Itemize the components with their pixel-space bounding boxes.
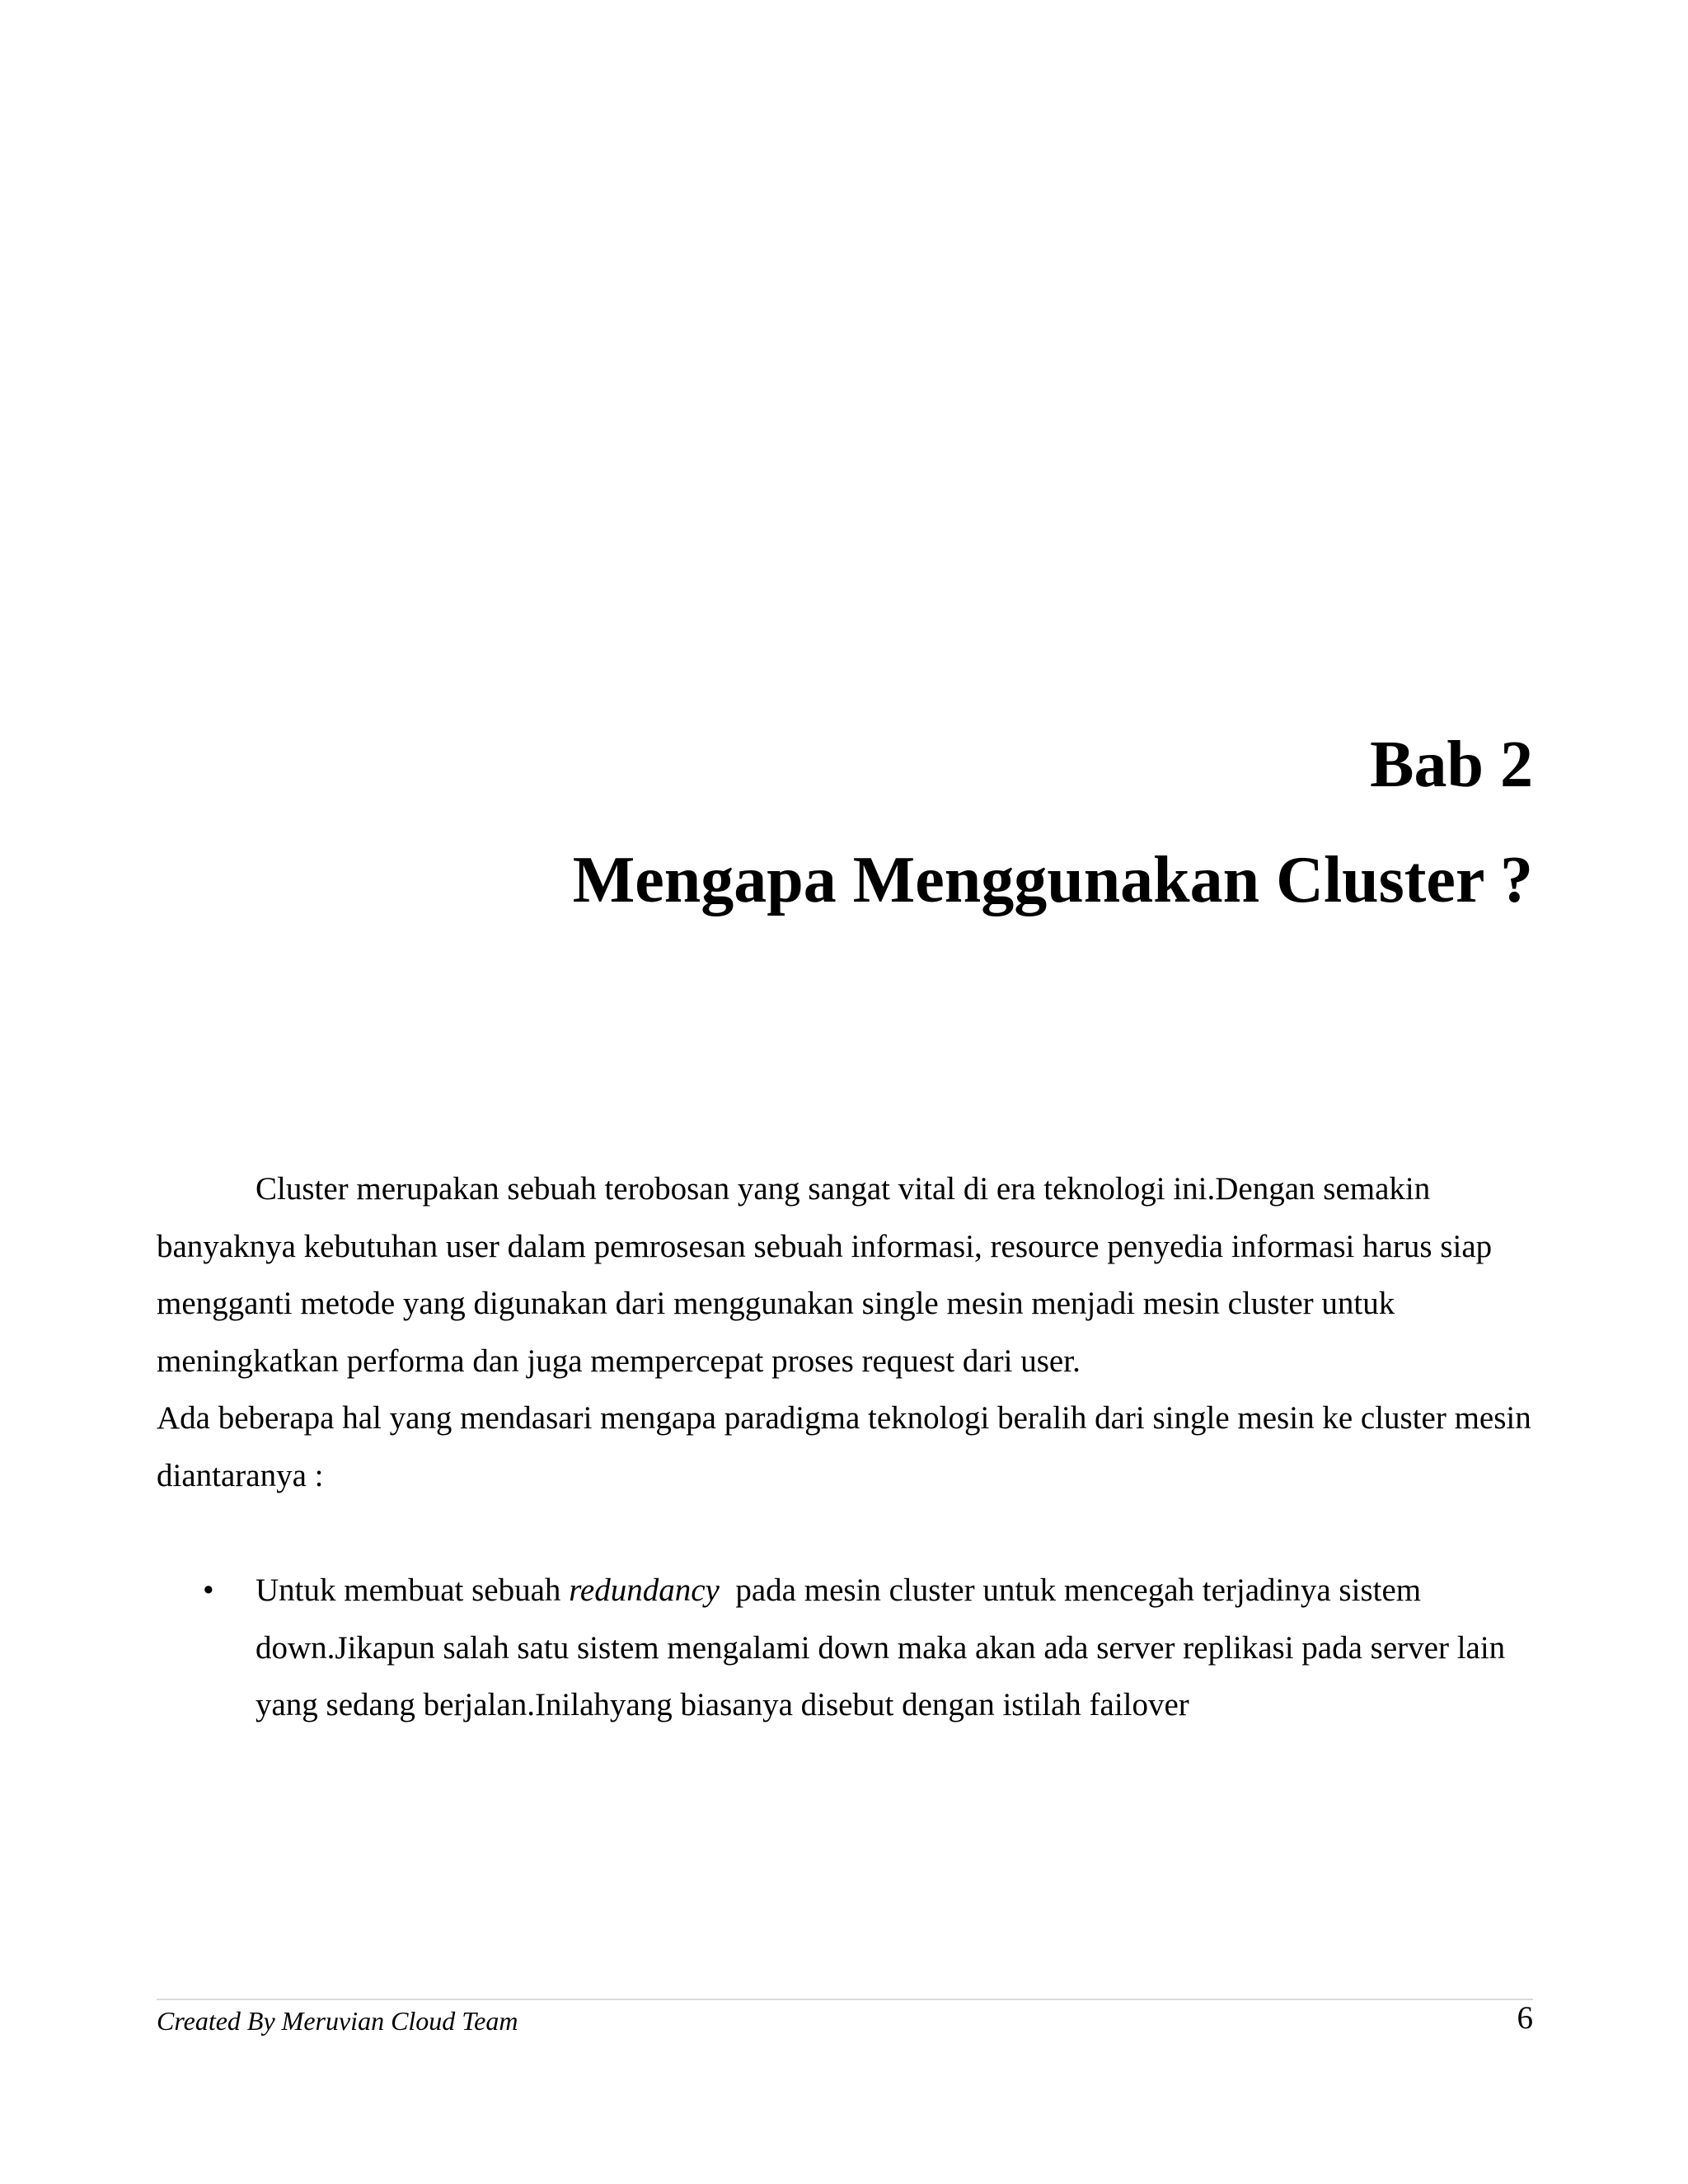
list-item-text-end: pada mesin cluster untuk mencegah terjadinya sistem down.Jikapun salah satu sistem mengalami down maka akan ada server replikasi pada server lain yang sedang berjalan.Inilahyang biasanya disebut dengan istilah failover: [256, 1572, 1513, 1722]
list-item: [157, 1562, 1541, 1734]
chapter-number: Bab 2: [1370, 729, 1533, 801]
list-item-emphasis: redundancy: [569, 1572, 720, 1608]
bullet-icon: •: [203, 1572, 214, 1608]
page-number: 6: [1517, 2000, 1533, 2036]
intro-paragraph-text: Cluster merupakan sebuah terobosan yang sangat vital di era teknologi ini.Dengan semakin banyaknya kebutuhan user dalam pemrosesan sebuah informasi, resource penyedia informasi harus siap mengganti metode yang digunakan dari menggunakan single mesin menjadi mesin cluster untuk meningkatkan performa dan juga mempercepat proses request dari user.: [157, 1171, 1493, 1379]
body-text: [157, 1160, 1541, 1504]
intro-paragraph: [157, 1160, 1541, 1390]
footer-credit: Created By Meruvian Cloud Team: [157, 2006, 518, 2036]
list-item-text-start: Untuk membuat sebuah: [256, 1572, 570, 1608]
reasons-list: [157, 1562, 1541, 1734]
footer-divider: [157, 1999, 1533, 2000]
reasons-paragraph: Ada beberapa hal yang mendasari mengapa paradigma teknologi beralih dari single mesin ke cluster mesin diantaranya :: [157, 1400, 1531, 1493]
chapter-title: Mengapa Menggunakan Cluster ?: [572, 844, 1533, 916]
